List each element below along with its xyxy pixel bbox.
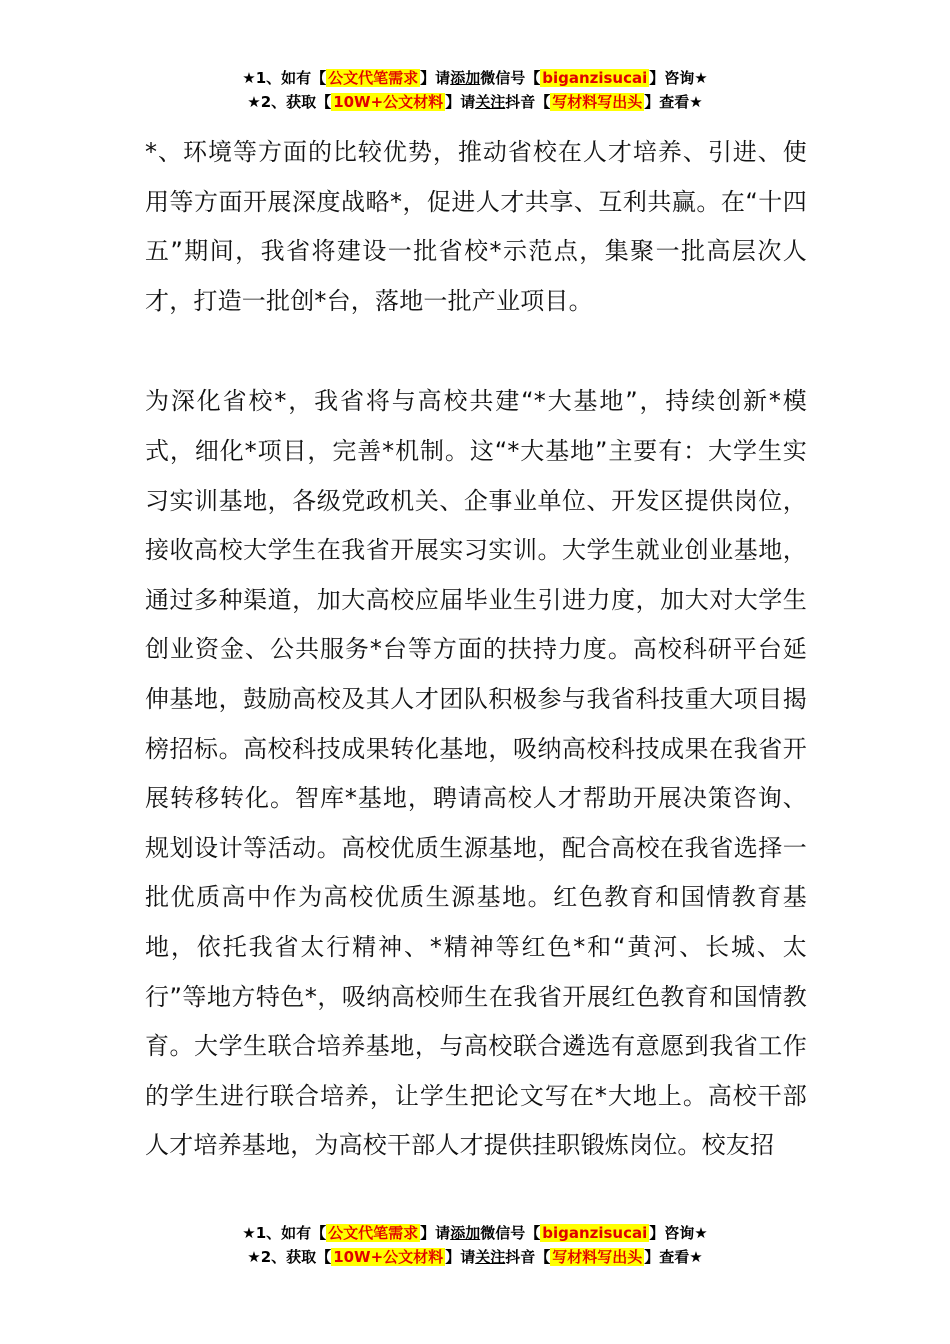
top-banner [0, 66, 950, 114]
banner-line-1: ★1、如有【 公文代笔需求 】请添加微信号【 biganzisucai 】咨询★ [242, 1224, 708, 1242]
highlight-service: 公文代笔需求 [328, 1224, 419, 1242]
banner-line-2: ★2、获取【 10W+公文材料 】请关注抖音【 写材料写出头 】查看★ [247, 93, 703, 111]
highlight-materials: 10W+公文材料 [333, 93, 444, 111]
highlight-douyin: 写材料写出头 [552, 1248, 643, 1266]
bottom-banner [0, 1221, 950, 1269]
document-body [145, 128, 807, 1171]
highlight-wechat-id: biganzisucai [542, 1224, 648, 1242]
banner-line-2: ★2、获取【 10W+公文材料 】请关注抖音【 写材料写出头 】查看★ [247, 1248, 703, 1266]
paragraph-gap [145, 326, 807, 377]
highlight-douyin: 写材料写出头 [552, 93, 643, 111]
paragraph-2: 为深化省校*，我省将与高校共建“*大基地”，持续创新*模式，细化*项目，完善*机制。这“*大基地”主要有：大学生实习实训基地，各级党政机关、企事业单位、开发区提供岗位，接收高校大学生在我省开展实习实训。大学生就业创业基地，通过多种渠道，加大高校应届毕业生引进力度，加大对大学生创业资金、公共服务*台等方面的扶持力度。高校科研平台延伸基地，鼓励高校及其人才团队积极参与我省科技重大项目揭榜招标。高校科技成果转化基地，吸纳高校科技成果在我省开展转移转化。智库*基地，聘请高校人才帮助开展决策咨询、规划设计等活动。高校优质生源基地，配合高校在我省选择一批优质高中作为高校优质生源基地。红色教育和国情教育基地，依托我省太行精神、*精神等红色*和“黄河、长城、太行”等地方特色*，吸纳高校师生在我省开展红色教育和国情教育。大学生联合培养基地，与高校联合遴选有意愿到我省工作的学生进行联合培养，让学生把论文写在*大地上。高校干部人才培养基地，为高校干部人才提供挂职锻炼岗位。校友招 [145, 387, 807, 1160]
highlight-materials: 10W+公文材料 [333, 1248, 444, 1266]
paragraph-1: *、环境等方面的比较优势，推动省校在人才培养、引进、使用等方面开展深度战略*，促进人才共享、互利共赢。在“十四五”期间，我省将建设一批省校*示范点，集聚一批高层次人才，打造一批创*台，落地一批产业项目。 [145, 138, 807, 315]
banner-line-1: ★1、如有【 公文代笔需求 】请添加微信号【 biganzisucai 】咨询★ [242, 69, 708, 87]
highlight-service: 公文代笔需求 [328, 69, 419, 87]
highlight-wechat-id: biganzisucai [542, 69, 648, 87]
